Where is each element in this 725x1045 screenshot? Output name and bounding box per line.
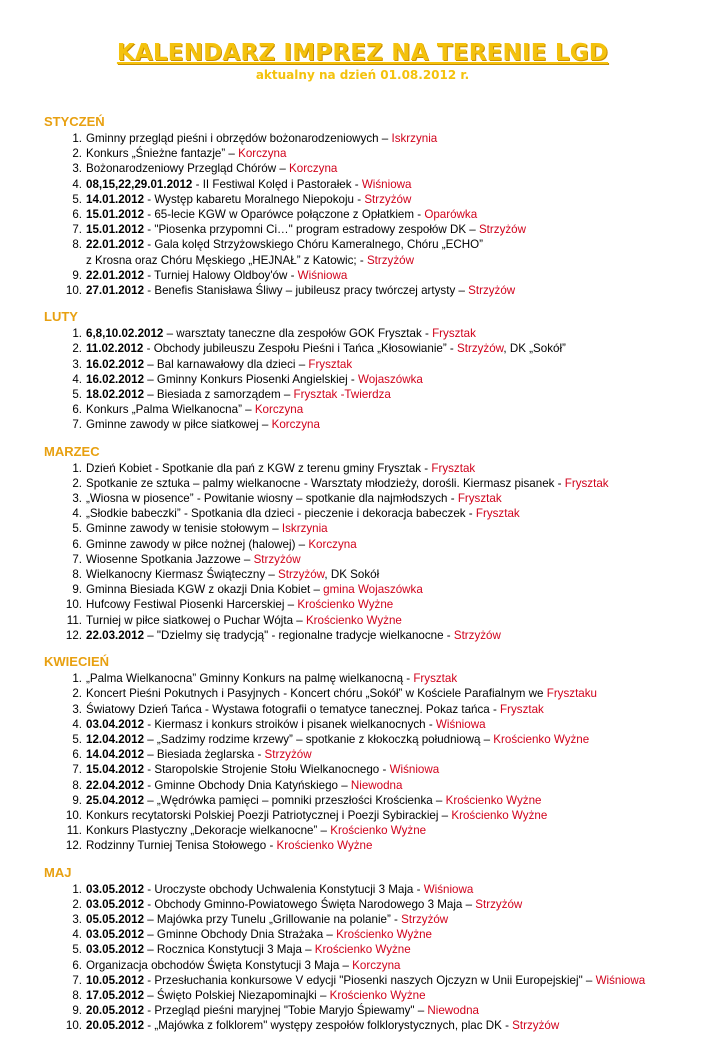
event-text: - 65-lecie KGW w Oparówce połączone z Opłatkiem - xyxy=(144,208,425,222)
item-number: 3. xyxy=(72,492,82,506)
list-item xyxy=(44,491,684,506)
event-text: – „Wędrówka pamięci – pomniki przeszłości Krościenka – xyxy=(144,793,446,807)
event-place: Krościenko Wyżne xyxy=(445,793,542,807)
item-number: 4. xyxy=(72,372,82,386)
list-item xyxy=(44,717,684,732)
list-item xyxy=(44,1018,684,1033)
item-number: 12. xyxy=(65,839,82,853)
event-text: Wielkanocny Kiermasz Świąteczny – xyxy=(86,568,279,582)
item-number: 6. xyxy=(72,537,82,551)
event-text: - Występ kabaretu Moralnego Niepokoju - xyxy=(144,192,365,206)
list-item xyxy=(44,326,684,341)
list-item xyxy=(44,927,684,942)
event-text: „Słodkie babeczki” - Spotkania dla dzieci - pieczenie i dekoracja babeczek - xyxy=(86,507,476,521)
item-number: 6. xyxy=(72,208,82,222)
list-item xyxy=(44,417,684,432)
event-date: 22.01.2012 xyxy=(86,238,145,252)
list-item xyxy=(44,387,684,402)
event-date: 03.05.2012 xyxy=(86,943,145,957)
event-text: „Palma Wielkanocna” Gminny Konkurs na palmę wielkanocną - xyxy=(86,672,414,686)
event-date: 15.01.2012 xyxy=(86,223,145,237)
event-text-after: , DK Sokół xyxy=(324,568,380,582)
event-place: Frysztak xyxy=(431,461,476,475)
event-list xyxy=(44,326,684,432)
event-place: Niewodna xyxy=(427,1004,479,1018)
event-place: Wiśniowa xyxy=(297,268,348,282)
list-item xyxy=(44,161,684,176)
list-item xyxy=(44,838,684,853)
item-number: 2. xyxy=(72,342,82,356)
item-number: 1. xyxy=(72,132,82,145)
event-text: Światowy Dzień Tańca - Wystawa fotografii o tematyce tanecznej. Pokaz tańca - xyxy=(86,702,501,716)
event-list xyxy=(44,882,684,1034)
event-text: – Biesiada żeglarska - xyxy=(144,748,265,762)
list-item xyxy=(44,372,684,387)
event-text: Gminne zawody w piłce nożnej (halowej) – xyxy=(86,537,309,551)
item-number: 9. xyxy=(72,1004,82,1018)
event-text: Gminny przegląd pieśni i obrzędów bożonarodzeniowych – xyxy=(86,132,392,145)
event-place: Frysztak xyxy=(457,492,502,506)
item-number: 9. xyxy=(72,793,82,807)
item-number: 4. xyxy=(72,507,82,521)
list-item xyxy=(44,762,684,777)
item-number: 4. xyxy=(72,177,82,191)
event-place: Strzyżów xyxy=(364,192,412,206)
item-number: 11. xyxy=(66,824,82,838)
event-date: 14.04.2012 xyxy=(86,748,145,762)
item-number: 3. xyxy=(72,912,82,926)
event-list xyxy=(44,131,684,298)
event-date: 17.05.2012 xyxy=(86,988,145,1002)
event-place: gmina Wojaszówka xyxy=(323,583,423,597)
event-place: Iskrzynia xyxy=(281,522,328,536)
event-list xyxy=(44,671,684,853)
item-number: 1. xyxy=(72,461,82,475)
event-date: 05.05.2012 xyxy=(86,912,145,926)
event-date: 16.02.2012 xyxy=(86,372,145,386)
event-date: 14.01.2012 xyxy=(86,192,145,206)
list-item xyxy=(44,146,684,161)
list-item xyxy=(44,973,684,988)
event-date: 10.05.2012 xyxy=(86,973,145,987)
event-place: Strzyżów xyxy=(512,1019,560,1033)
item-number: 6. xyxy=(72,748,82,762)
event-text: - Kiermasz i konkurs stroików i pisanek wielkanocnych - xyxy=(144,717,436,731)
event-text: – Gminne Obchody Dnia Strażaka – xyxy=(144,928,337,942)
event-date: 03.05.2012 xyxy=(86,897,145,911)
event-text: Gminne zawody w tenisie stołowym – xyxy=(86,522,282,536)
item-number: 3. xyxy=(72,702,82,716)
event-text: Spotkanie ze sztuka – palmy wielkanocne - Warsztaty młodzieży, dorośli. Kiermasz pisanek - xyxy=(86,476,565,490)
event-text: - "Piosenka przypomni Ci…" program estradowy zespołów DK – xyxy=(144,223,479,237)
event-text: Konkurs „Śnieżne fantazje” – xyxy=(86,147,239,161)
item-number: 10. xyxy=(65,1019,82,1033)
event-text: - Staropolskie Strojenie Stołu Wielkanocnego - xyxy=(144,763,390,777)
event-place: Iskrzynia xyxy=(391,132,438,145)
event-text: - „Majówka z folklorem" występy zespołów folklorystycznych, plac DK - xyxy=(144,1019,513,1033)
event-date: 22.03.2012 xyxy=(86,628,145,642)
month-section xyxy=(44,309,684,432)
list-item xyxy=(44,942,684,957)
event-text: – „Sadzimy rodzime krzewy” – spotkanie z kłokoczką południową – xyxy=(144,732,494,746)
event-place: Strzyżów xyxy=(366,253,414,267)
event-text: – Święto Polskiej Niezapominajki – xyxy=(144,988,330,1002)
event-text: Organizacja obchodów Święta Konstytucji 3 Maja – xyxy=(86,958,353,972)
event-text: Turniej w piłce siatkowej o Puchar Wójta – xyxy=(86,613,306,627)
item-number: 10. xyxy=(65,808,82,822)
event-text: - Obchody Gminno-Powiatowego Święta Narodowego 3 Maja – xyxy=(144,897,476,911)
list-item xyxy=(44,778,684,793)
event-place: Strzyżów xyxy=(253,552,301,566)
event-place: Strzyżów xyxy=(278,568,325,582)
list-item xyxy=(44,1003,684,1018)
item-number: 7. xyxy=(72,552,82,566)
event-text: Wiosenne Spotkania Jazzowe – xyxy=(86,552,254,566)
event-date: 03.05.2012 xyxy=(86,928,145,942)
event-date: 08,15,22,29.01.2012 xyxy=(86,177,193,191)
item-number: 4. xyxy=(72,717,82,731)
list-item xyxy=(44,521,684,536)
event-place: Wiśniowa xyxy=(595,973,646,987)
event-place: Niewodna xyxy=(350,778,403,792)
event-text: – Biesiada z samorządem – xyxy=(144,388,294,402)
event-place: Oparówka xyxy=(424,208,478,222)
item-number: 8. xyxy=(72,988,82,1002)
event-date: 15.04.2012 xyxy=(86,763,145,777)
list-item xyxy=(44,506,684,521)
item-number: 2. xyxy=(72,687,82,701)
event-place: Strzyżów xyxy=(264,748,312,762)
list-item xyxy=(44,222,684,237)
event-place: Krościenko Wyżne xyxy=(314,943,411,957)
event-text: – Majówka przy Tunelu „Grillowanie na polanie” - xyxy=(144,912,402,926)
event-text: - Gala kolęd Strzyżowskiego Chóru Kameralnego, Chóru „ECHO” xyxy=(147,238,483,252)
event-text: – Rocznica Konstytucji 3 Maja – xyxy=(144,943,315,957)
item-number: 3. xyxy=(72,162,82,176)
event-place: Wojaszówka xyxy=(357,372,423,386)
list-item xyxy=(44,747,684,762)
event-text: Dzień Kobiet - Spotkanie dla pań z KGW z terenu gminy Frysztak - xyxy=(86,461,432,475)
event-date: 03.04.2012 xyxy=(86,717,145,731)
month-heading: LUTY xyxy=(44,309,78,325)
list-item xyxy=(44,671,684,686)
item-number: 11. xyxy=(66,613,82,627)
list-item xyxy=(44,283,684,298)
list-item xyxy=(44,552,684,567)
event-place: Strzyżów xyxy=(478,223,526,237)
event-text: - Uroczyste obchody Uchwalenia Konstytucji 3 Maja - xyxy=(144,882,424,896)
list-item xyxy=(44,207,684,222)
event-text: – warsztaty taneczne dla zespołów GOK Frysztak - xyxy=(163,327,433,341)
event-place: Strzyżów xyxy=(401,912,449,926)
list-item xyxy=(44,597,684,612)
event-place: Krościenko Wyżne xyxy=(329,988,426,1002)
item-number: 7. xyxy=(72,418,82,432)
event-text: Rodzinny Turniej Tenisa Stołowego - xyxy=(86,839,277,853)
event-place: Krościenko Wyżne xyxy=(451,808,548,822)
event-place: Korczyna xyxy=(308,537,357,551)
item-number: 4. xyxy=(72,928,82,942)
list-item xyxy=(44,793,684,808)
event-text: – Gminny Konkurs Piosenki Angielskiej - xyxy=(144,372,358,386)
event-place: Strzyżów xyxy=(457,342,504,356)
item-number: 8. xyxy=(72,568,82,582)
item-number: 1. xyxy=(72,882,82,896)
event-place: Krościenko Wyżne xyxy=(330,824,427,838)
list-item xyxy=(44,476,684,491)
list-item xyxy=(44,912,684,927)
event-text: Konkurs recytatorski Polskiej Poezji Patriotycznej i Poezji Sybirackiej – xyxy=(86,808,452,822)
item-number: 2. xyxy=(72,897,82,911)
event-place: Strzyżów xyxy=(468,284,516,298)
event-text: - Przesłuchania konkursowe V edycji "Piosenki naszych Ojczyzn w Unii Europejskiej" – xyxy=(144,973,596,987)
list-item xyxy=(44,537,684,552)
item-number: 2. xyxy=(72,476,82,490)
item-number: 5. xyxy=(72,522,82,536)
event-text: - Przegląd pieśni maryjnej "Tobie Maryjo Śpiewamy" – xyxy=(144,1004,428,1018)
event-text: - Turniej Halowy Oldboy'ów - xyxy=(144,268,298,282)
event-place: Korczyna xyxy=(271,418,320,432)
item-number: 5. xyxy=(72,732,82,746)
event-list xyxy=(44,461,684,643)
event-place: Wiśniowa xyxy=(389,763,440,777)
event-date: 22.04.2012 xyxy=(86,778,145,792)
list-item xyxy=(44,988,684,1003)
event-date: 16.02.2012 xyxy=(86,357,145,371)
event-place: Frysztak xyxy=(413,672,458,686)
list-item xyxy=(44,808,684,823)
item-number: 9. xyxy=(72,583,82,597)
event-text: z Krosna oraz Chóru Męskiego „HEJNAŁ” z Katowic; - xyxy=(86,253,367,267)
event-date: 18.02.2012 xyxy=(86,388,145,402)
item-number: 3. xyxy=(72,357,82,371)
event-text: Hufcowy Festiwal Piosenki Harcerskiej – xyxy=(86,598,298,612)
item-number: 8. xyxy=(72,238,82,252)
month-heading: KWIECIEŃ xyxy=(44,654,109,670)
month-heading: MARZEC xyxy=(44,443,100,459)
month-section xyxy=(44,114,684,298)
list-item xyxy=(44,192,684,207)
item-number: 5. xyxy=(72,192,82,206)
list-item xyxy=(44,341,684,356)
item-number: 8. xyxy=(72,778,82,792)
event-date: 6,8,10.02.2012 xyxy=(86,327,164,341)
item-number: 10. xyxy=(65,598,82,612)
list-item xyxy=(44,613,684,628)
list-item xyxy=(44,732,684,747)
list-item xyxy=(44,131,684,146)
list-item xyxy=(44,461,684,476)
event-date: 27.01.2012 xyxy=(86,284,145,298)
item-number: 9. xyxy=(72,268,82,282)
event-place: Korczyna xyxy=(289,162,338,176)
event-text: Koncert Pieśni Pokutnych i Pasyjnych - Koncert chóru „Sokół” w Kościele Parafialnym we xyxy=(86,687,547,701)
event-place: Frysztaku xyxy=(546,687,597,701)
list-item xyxy=(44,958,684,973)
month-heading: MAJ xyxy=(44,864,72,880)
event-text: – Bal karnawałowy dla dzieci – xyxy=(144,357,309,371)
event-place: Frysztak xyxy=(308,357,353,371)
item-number: 10. xyxy=(65,284,82,298)
event-place: Frysztak xyxy=(432,327,476,341)
event-date: 22.01.2012 xyxy=(86,268,145,282)
event-place: Korczyna xyxy=(254,403,304,417)
list-item xyxy=(44,237,684,267)
item-number: 7. xyxy=(72,223,82,237)
event-text: - Benefis Stanisława Śliwy – jubileusz pracy twórczej artysty – xyxy=(144,284,469,298)
calendar-content xyxy=(44,114,684,1045)
event-place: Krościenko Wyżne xyxy=(336,928,432,942)
event-place: Krościenko Wyżne xyxy=(276,839,373,853)
item-number: 2. xyxy=(72,147,82,161)
event-date: 25.04.2012 xyxy=(86,793,145,807)
event-place: Frysztak xyxy=(564,476,609,490)
event-date: 20.05.2012 xyxy=(86,1004,145,1018)
event-text: Konkurs Plastyczny „Dekoracje wielkanocne” – xyxy=(86,824,331,838)
event-date: 11.02.2012 xyxy=(86,342,144,356)
list-item xyxy=(44,567,684,582)
event-text: Bożonarodzeniowy Przegląd Chórów – xyxy=(86,162,290,176)
item-number: 6. xyxy=(72,403,82,417)
list-item xyxy=(44,268,684,283)
item-number: 12. xyxy=(65,628,82,642)
item-number: 5. xyxy=(72,943,82,957)
item-line xyxy=(86,253,684,268)
event-place: Krościenko Wyżne xyxy=(305,613,402,627)
event-place: Frysztak -Twierdza xyxy=(293,388,391,402)
event-place: Krościenko Wyżne xyxy=(493,732,590,746)
event-text: Gminna Biesiada KGW z okazji Dnia Kobiet – xyxy=(86,583,324,597)
event-place: Strzyżów xyxy=(453,628,501,642)
event-text: - Obchody jubileuszu Zespołu Pieśni i Tańca „Kłosowianie” - xyxy=(143,342,458,356)
event-text: - Gminne Obchody Dnia Katyńskiego – xyxy=(144,778,351,792)
item-number: 6. xyxy=(72,958,82,972)
list-item xyxy=(44,357,684,372)
item-number: 1. xyxy=(72,327,82,341)
item-number: 5. xyxy=(72,388,82,402)
event-place: Wiśniowa xyxy=(423,882,474,896)
event-place: Strzyżów xyxy=(475,897,523,911)
list-item xyxy=(44,686,684,701)
event-text: „Wiosna w piosence” - Powitanie wiosny – spotkanie dla najmłodszych - xyxy=(86,492,458,506)
event-place: Korczyna xyxy=(238,147,287,161)
list-item xyxy=(44,402,684,417)
list-item xyxy=(44,582,684,597)
item-number: 7. xyxy=(72,763,82,777)
item-number: 1. xyxy=(72,672,82,686)
list-item xyxy=(44,897,684,912)
event-date: 20.05.2012 xyxy=(86,1019,145,1033)
item-line xyxy=(86,237,684,252)
list-item xyxy=(44,628,684,643)
event-place: Wiśniowa xyxy=(361,177,412,191)
month-heading: STYCZEŃ xyxy=(44,114,105,129)
list-item xyxy=(44,823,684,838)
list-item xyxy=(44,177,684,192)
event-date: 15.01.2012 xyxy=(86,208,145,222)
event-date: 12.04.2012 xyxy=(86,732,145,746)
month-section xyxy=(44,654,684,853)
event-place: Korczyna xyxy=(352,958,401,972)
event-text: Konkurs „Palma Wielkanocna” – xyxy=(86,403,255,417)
page-subtitle: aktualny na dzień 01.08.2012 r. xyxy=(255,68,470,82)
month-section xyxy=(44,444,684,643)
event-place: Frysztak xyxy=(500,702,544,716)
event-place: Krościenko Wyżne xyxy=(297,598,394,612)
event-text: – "Dzielmy się tradycją" - regionalne tradycje wielkanocne - xyxy=(144,628,454,642)
page-title: KALENDARZ IMPREZ NA TERENIE LGD xyxy=(116,40,609,66)
event-text: Gminne zawody w piłce siatkowej – xyxy=(86,418,272,432)
event-place: Wiśniowa xyxy=(435,717,486,731)
list-item xyxy=(44,882,684,897)
event-date: 03.05.2012 xyxy=(86,882,145,896)
item-number: 7. xyxy=(72,973,82,987)
event-text-after: , DK „Sokół” xyxy=(503,342,566,356)
month-section xyxy=(44,865,684,1034)
event-text: - II Festiwal Kolęd i Pastorałek - xyxy=(192,177,362,191)
event-place: Frysztak xyxy=(475,507,520,521)
list-item xyxy=(44,702,684,717)
